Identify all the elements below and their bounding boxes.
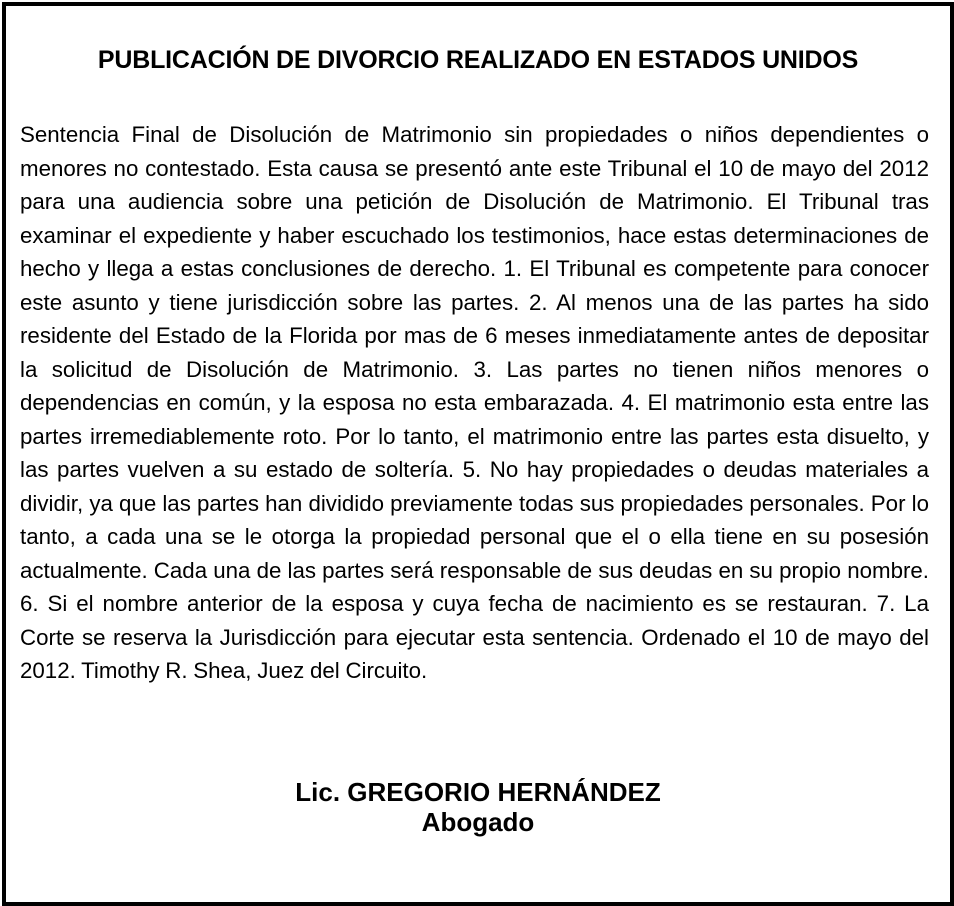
notice-body: Sentencia Final de Disolución de Matrimonio sin propiedades o niños dependientes o menores no contestado. Esta causa se presentó ante este Tribunal el 10 de mayo del 2012 para una audiencia sobre una petición de Disolución de Matrimonio. El Tribunal tras examinar el expediente y haber escuchado los testimonios, hace estas determinaciones de hecho y llega a estas conclusiones de derecho. 1. El Tribunal es competente para conocer este asunto y tiene jurisdicción sobre las partes. 2. Al menos una de las partes ha sido residente del Estado de la Florida por mas de 6 meses inmediatamente antes de depositar la solicitud de Disolución de Matrimonio. 3. Las partes no tienen niños menores o dependencias en común, y la esposa no esta embarazada. 4. El matrimonio esta entre las partes irremediablemente roto. Por lo tanto, el matrimonio entre las partes esta disuelto, y las partes vuelven a su estado de soltería. 5. No hay propiedades o deudas materiales a dividir, ya que las partes han dividido previamente todas sus propiedades personales. Por lo tanto, a cada una se le otorga la propiedad personal que el o ella tiene en su posesión actualmente. Cada una de las partes será responsable de sus deudas en su propio nombre. 6. Si el nombre anterior de la esposa y cuya fecha de nacimiento es se restauran. 7. La Corte se reserva la Jurisdicción para ejecutar esta sentencia. Ordenado el 10 de mayo del 2012. Timothy R. Shea, Juez del Circuito. — [20, 122, 929, 683]
signature-block — [6, 777, 950, 837]
signature-role: Abogado — [421, 807, 535, 837]
notice-box — [2, 2, 954, 906]
notice-title: PUBLICACIÓN DE DIVORCIO REALIZADO EN ESTADOS UNIDOS — [97, 46, 859, 74]
signature-name: Lic. GREGORIO HERNÁNDEZ — [295, 777, 661, 807]
